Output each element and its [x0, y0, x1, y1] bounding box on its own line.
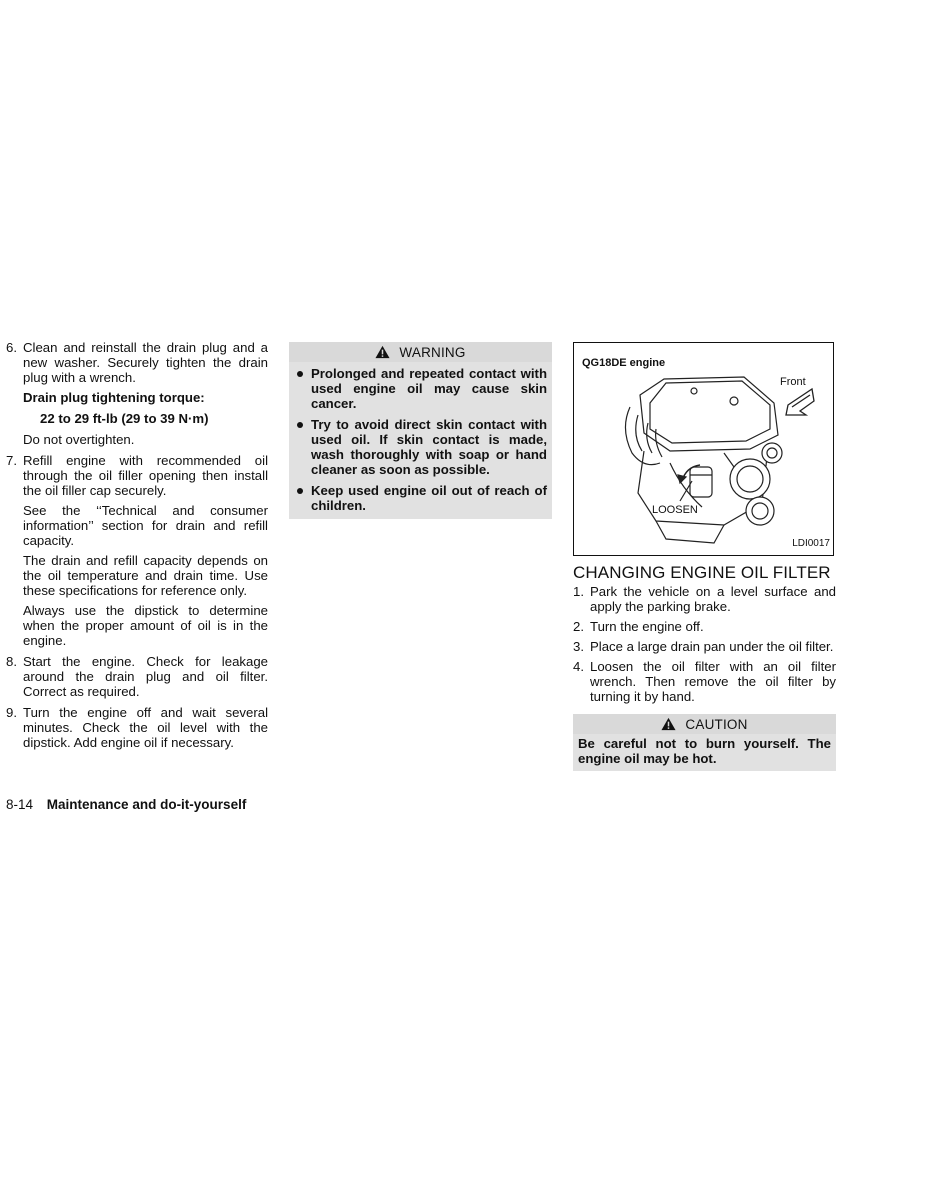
warning-item: [294, 366, 547, 411]
step-text: Loosen the oil filter with an oil filter wrench. Then remove the oil filter by turning it by hand.: [590, 659, 836, 704]
caution-title: CAUTION: [685, 716, 748, 732]
step-note: Do not overtighten.: [23, 432, 135, 447]
page-number: 8-14: [6, 797, 34, 812]
front-label: Front: [780, 376, 806, 388]
step-text: Turn the engine off.: [590, 619, 704, 634]
step-number: 8.: [6, 654, 17, 669]
torque-heading: Drain plug tightening torque:: [23, 390, 205, 405]
middle-column: [289, 342, 552, 519]
warning-item-text: Keep used engine oil out of reach of children.: [311, 483, 547, 513]
caution-text: Be careful not to burn yourself. The engine oil may be hot.: [573, 734, 836, 771]
warning-triangle-icon: [375, 345, 390, 359]
step-text: Clean and reinstall the drain plug and a new washer. Securely tighten the drain plug with a wrench.: [23, 340, 268, 385]
step-number: 3.: [573, 639, 584, 654]
loosen-label: LOOSEN: [652, 504, 698, 516]
warning-box: [289, 342, 552, 519]
step-paragraph: Always use the dipstick to determine when the proper amount of oil is in the engine.: [23, 603, 268, 648]
filter-step-1: [573, 584, 836, 614]
step-number: 6.: [6, 340, 17, 355]
step-number: 4.: [573, 659, 584, 674]
step-text: Park the vehicle on a level surface and apply the parking brake.: [590, 584, 836, 614]
warning-title: WARNING: [399, 344, 466, 360]
step-number: 1.: [573, 584, 584, 599]
figure-code: LDI0017: [792, 538, 830, 549]
step-text: Turn the engine off and wait several minutes. Check the oil level with the dipstick. Add engine oil if necessary.: [23, 705, 268, 750]
engine-figure: [573, 342, 834, 556]
step-text: Start the engine. Check for leakage around the drain plug and oil filter. Correct as required.: [23, 654, 268, 699]
chapter-title: Maintenance and do-it-yourself: [46, 797, 247, 812]
step-number: 9.: [6, 705, 17, 720]
left-column: [6, 340, 268, 755]
warning-triangle-icon: [661, 717, 676, 731]
warning-header: [289, 342, 552, 362]
bullet-icon: [294, 417, 311, 477]
figure-title: QG18DE engine: [582, 357, 666, 369]
filter-step-4: [573, 659, 836, 704]
right-column: [573, 342, 836, 771]
step-8: [6, 654, 268, 699]
torque-value: 22 to 29 ft-lb (29 to 39 N·m): [40, 411, 209, 426]
step-number: 2.: [573, 619, 584, 634]
caution-header: [573, 714, 836, 734]
warning-body: [289, 362, 552, 519]
warning-item: [294, 483, 547, 513]
step-paragraph: The drain and refill capacity depends on the oil temperature and drain time. Use these specifications for reference only.: [23, 553, 268, 598]
filter-step-2: [573, 619, 836, 634]
step-6: [6, 340, 268, 385]
warning-item-text: Prolonged and repeated contact with used engine oil may cause skin cancer.: [311, 366, 547, 411]
step-paragraph: See the ‘‘Technical and consumer information’’ section for drain and refill capacity.: [23, 503, 268, 548]
step-number: 7.: [6, 453, 17, 468]
step-9: [6, 705, 268, 750]
filter-step-3: [573, 639, 836, 654]
bullet-icon: [294, 483, 311, 513]
warning-item: [294, 417, 547, 477]
section-heading: CHANGING ENGINE OIL FILTER: [573, 563, 831, 582]
step-7: [6, 453, 268, 498]
page-footer: [6, 797, 246, 812]
bullet-icon: [294, 366, 311, 411]
step-text: Place a large drain pan under the oil filter.: [590, 639, 834, 654]
step-text: Refill engine with recommended oil through the oil filler opening then install the oil filler cap securely.: [23, 453, 268, 498]
warning-item-text: Try to avoid direct skin contact with used oil. If skin contact is made, wash thoroughly with soap or hand cleaner as soon as possible.: [311, 417, 547, 477]
caution-box: [573, 714, 836, 771]
